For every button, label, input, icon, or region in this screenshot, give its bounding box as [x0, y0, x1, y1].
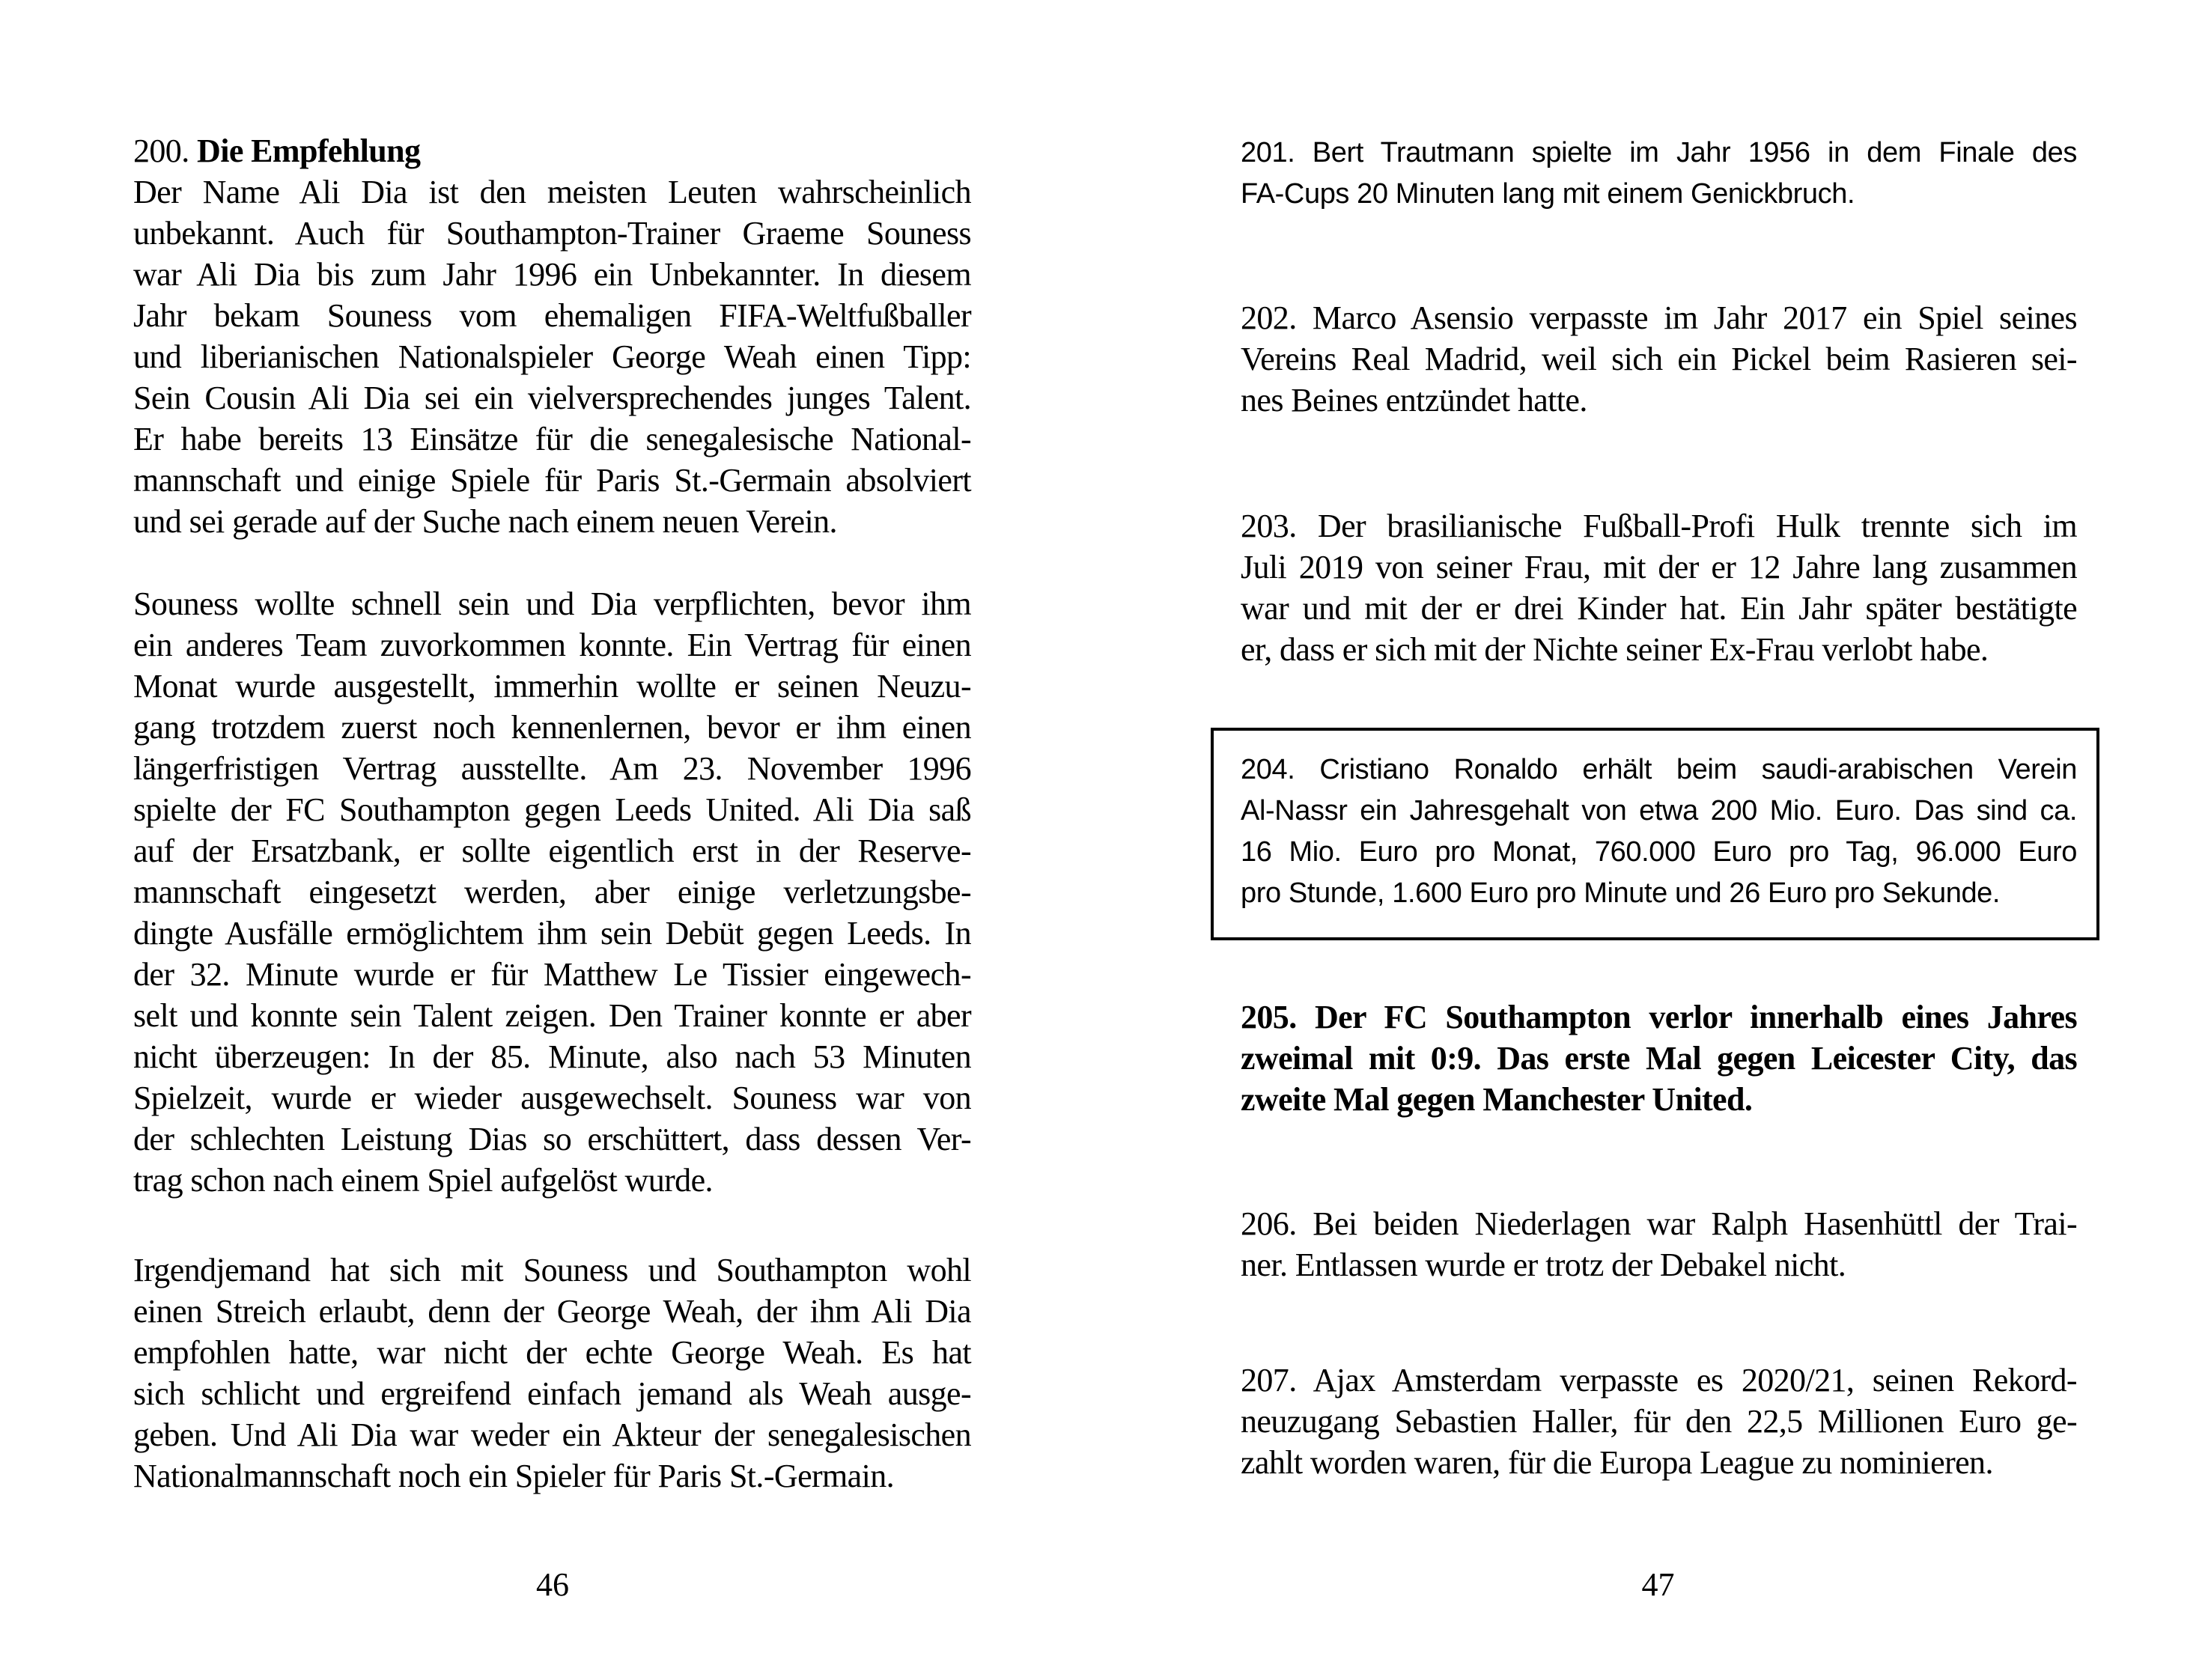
- text-line: und liberianischen Nationalspieler George Weah einen Tipp:: [133, 338, 971, 375]
- text-line: 207. Ajax Amsterdam verpasste es 2020/21, seinen Rekord-: [1241, 1362, 2077, 1399]
- text-line: 201. Bert Trautmann spielte im Jahr 1956 in dem Finale des: [1241, 137, 2077, 168]
- text-line: mannschaft eingesetzt werden, aber einige verletzungsbe-: [133, 874, 971, 910]
- fact-heading: [133, 130, 971, 171]
- text-line: pro Stunde, 1.600 Euro pro Minute und 26 Euro pro Sekunde.: [1241, 877, 2001, 909]
- text-line: spielte der FC Southampton gegen Leeds United. Ali Dia saß: [133, 791, 971, 828]
- text-line: Al-Nassr ein Jahresgehalt von etwa 200 Mio. Euro. Das sind ca.: [1241, 795, 2077, 827]
- text-line: Vereins Real Madrid, weil sich ein Pickel beim Rasieren sei-: [1241, 341, 2077, 377]
- text-line: zweimal mit 0:9. Das erste Mal gegen Leicester City, das: [1241, 1040, 2077, 1077]
- fact-202: [1241, 297, 2077, 421]
- text-line: trag schon nach einem Spiel aufgelöst wurde.: [133, 1162, 713, 1199]
- text-line: nicht überzeugen: In der 85. Minute, also nach 53 Minuten: [133, 1038, 971, 1075]
- fact-204: [1241, 749, 2077, 914]
- text-line: längerfristigen Vertrag ausstellte. Am 23. November 1996: [133, 750, 971, 787]
- text-line: zahlt worden waren, für die Europa League zu nominieren.: [1241, 1444, 1993, 1481]
- fact-number: 200.: [133, 133, 189, 169]
- text-line: mannschaft und einige Spiele für Paris St.-Germain absolviert: [133, 462, 971, 499]
- text-line: Der Name Ali Dia ist den meisten Leuten wahrscheinlich: [133, 174, 971, 210]
- text-line: geben. Und Ali Dia war weder ein Akteur der senegalesischen: [133, 1416, 971, 1453]
- text-line: Nationalmannschaft noch ein Spieler für Paris St.-Germain.: [133, 1458, 895, 1494]
- text-line: Sein Cousin Ali Dia sei ein vielversprechendes junges Talent.: [133, 380, 971, 416]
- text-line: selt und konnte sein Talent zeigen. Den Trainer konnte er aber: [133, 997, 971, 1034]
- text-line: 205. Der FC Southampton verlor innerhalb eines Jahres: [1241, 999, 2077, 1035]
- text-line: empfohlen hatte, war nicht der echte George Weah. Es hat: [133, 1334, 971, 1371]
- text-line: Juli 2019 von seiner Frau, mit der er 12 Jahre lang zusammen: [1241, 549, 2077, 585]
- page-number-right: 47: [1641, 1566, 1675, 1603]
- text-line: Spielzeit, wurde er wieder ausgewechselt. Souness war von: [133, 1080, 971, 1116]
- left-page: [0, 0, 1105, 1680]
- fact-203: [1241, 505, 2077, 670]
- fact-200: [133, 130, 971, 542]
- text-line: war und mit der er drei Kinder hat. Ein Jahr später bestätigte: [1241, 590, 2077, 627]
- paragraph-1: [133, 171, 971, 542]
- text-line: einen Streich erlaubt, denn der George Weah, der ihm Ali Dia: [133, 1293, 971, 1330]
- paragraph-2: [133, 583, 971, 1201]
- text-line: 203. Der brasilianische Fußball-Profi Hulk trennte sich im: [1241, 508, 2077, 544]
- highlight-box: [1211, 728, 2099, 940]
- text-line: gang trotzdem zuerst noch kennenlernen, bevor er ihm einen: [133, 709, 971, 746]
- text-line: unbekannt. Auch für Southampton-Trainer Graeme Souness: [133, 215, 971, 252]
- text-line: er, dass er sich mit der Nichte seiner Ex-Frau verlobt habe.: [1241, 631, 1989, 668]
- paragraph-3: [133, 1250, 971, 1497]
- text-line: 204. Cristiano Ronaldo erhält beim saudi-arabischen Verein: [1241, 754, 2077, 785]
- text-line: ner. Entlassen wurde er trotz der Debakel nicht.: [1241, 1247, 1846, 1283]
- text-line: der schlechten Leistung Dias so erschüttert, dass dessen Ver-: [133, 1121, 971, 1157]
- page-number-left: 46: [536, 1566, 569, 1603]
- text-line: 206. Bei beiden Niederlagen war Ralph Hasenhüttl der Trai-: [1241, 1205, 2077, 1242]
- text-line: zweite Mal gegen Manchester United.: [1241, 1081, 1753, 1118]
- fact-206: [1241, 1203, 2077, 1285]
- text-line: auf der Ersatzbank, er sollte eigentlich erst in der Reserve-: [133, 833, 971, 869]
- text-line: neuzugang Sebastien Haller, für den 22,5 Millionen Euro ge-: [1241, 1403, 2077, 1440]
- text-line: sich schlicht und ergreifend einfach jemand als Weah ausge-: [133, 1375, 971, 1412]
- text-line: der 32. Minute wurde er für Matthew Le Tissier eingewech-: [133, 956, 971, 993]
- right-page: [1105, 0, 2211, 1680]
- text-line: ein anderes Team zuvorkommen konnte. Ein Vertrag für einen: [133, 627, 971, 663]
- text-line: Souness wollte schnell sein und Dia verpflichten, bevor ihm: [133, 585, 971, 622]
- text-line: Monat wurde ausgestellt, immerhin wollte er seinen Neuzu-: [133, 668, 971, 704]
- text-line: FA-Cups 20 Minuten lang mit einem Genickbruch.: [1241, 178, 1855, 210]
- fact-207: [1241, 1360, 2077, 1483]
- text-line: und sei gerade auf der Suche nach einem neuen Verein.: [133, 503, 837, 540]
- text-line: Jahr bekam Souness vom ehemaligen FIFA-Weltfußballer: [133, 297, 971, 334]
- text-line: 202. Marco Asensio verpasste im Jahr 2017 ein Spiel seines: [1241, 299, 2077, 336]
- text-line: 16 Mio. Euro pro Monat, 760.000 Euro pro Tag, 96.000 Euro: [1241, 836, 2077, 868]
- fact-201: [1241, 133, 2077, 215]
- text-line: Irgendjemand hat sich mit Souness und Southampton wohl: [133, 1252, 971, 1288]
- fact-title: Die Empfehlung: [197, 133, 421, 169]
- text-line: war Ali Dia bis zum Jahr 1996 ein Unbekannter. In diesem: [133, 256, 971, 293]
- text-line: Er habe bereits 13 Einsätze für die senegalesische National-: [133, 421, 971, 457]
- text-line: dingte Ausfälle ermöglichtem ihm sein Debüt gegen Leeds. In: [133, 915, 971, 952]
- fact-205: [1241, 996, 2077, 1120]
- text-line: nes Beines entzündet hatte.: [1241, 382, 1587, 419]
